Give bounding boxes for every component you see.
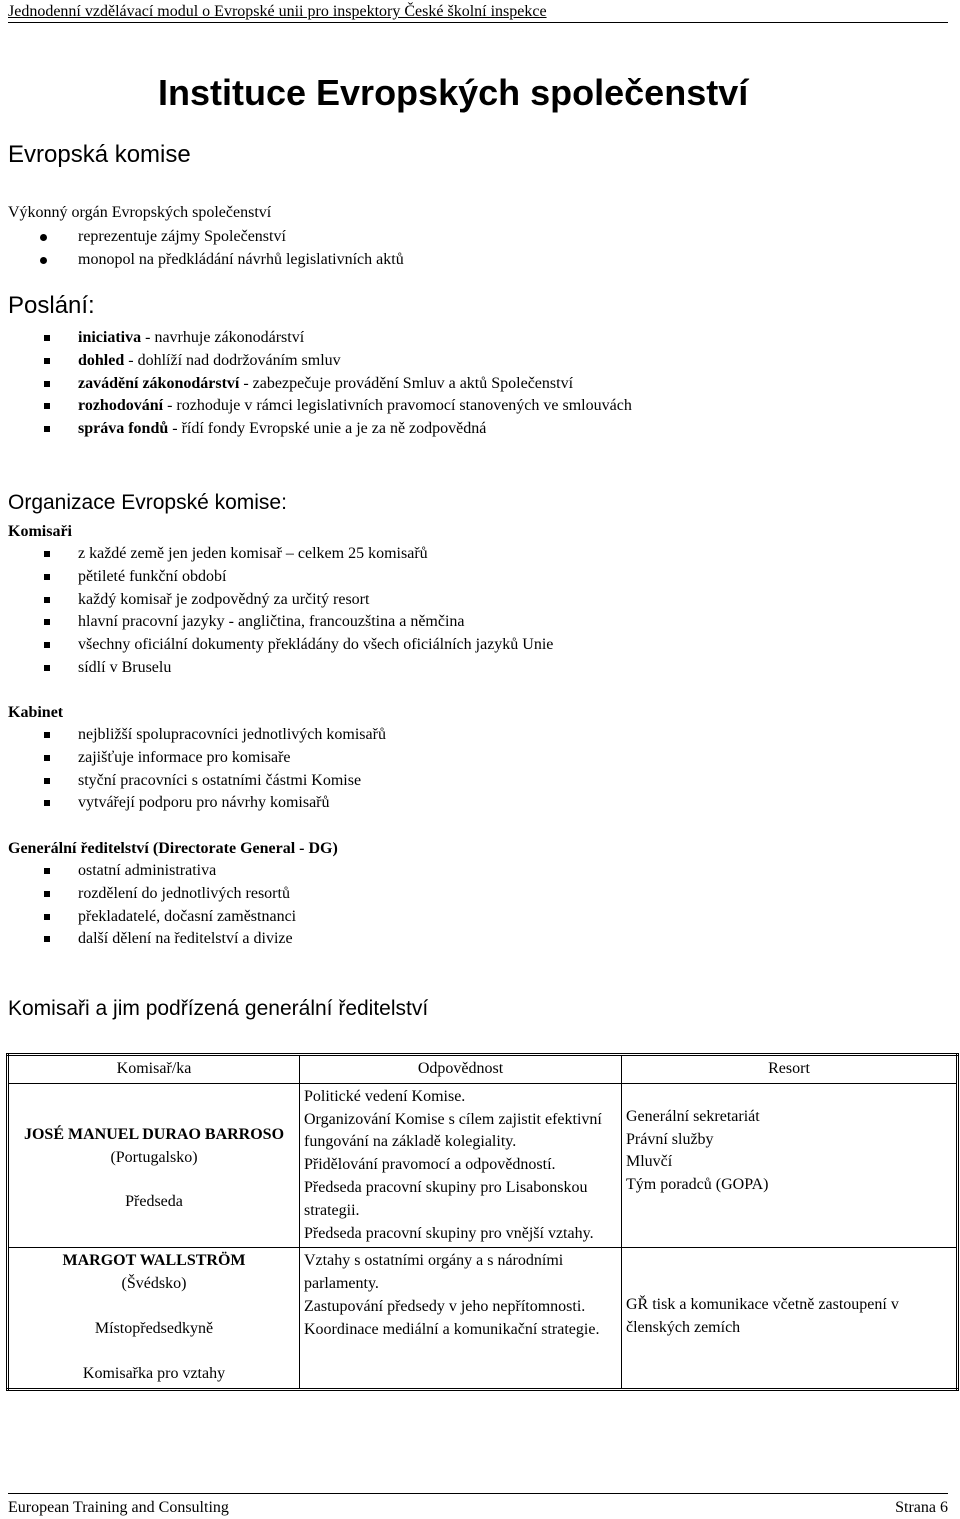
responsibility-cell: Vztahy s ostatními orgány a s národními parlamenty. Zastupování předsedy v jeho nepřítomnosti. Koordinace mediální a komunikační strategie. (300, 1248, 622, 1389)
list-item: iniciativa - navrhuje zákonodárství (8, 327, 632, 350)
commissioner-cell (8, 1083, 300, 1248)
list-item: pětileté funkční období (8, 566, 553, 589)
list-item: z každé země jen jeden komisař – celkem 25 komisařů (8, 543, 553, 566)
cabinet-label: Kabinet (8, 704, 64, 721)
page-title: Instituce Evropských společenství (158, 72, 749, 113)
commissioner-role: Místopředsedkyně (94, 1319, 214, 1337)
list-item: nejbližší spolupracovníci jednotlivých komisařů (8, 724, 386, 747)
list-item: styční pracovníci s ostatními částmi Komise (8, 770, 386, 793)
commissioner-country: (Portugalsko) (110, 1148, 198, 1166)
commissioners-label: Komisaři (8, 523, 72, 540)
list-item: ostatní administrativa (8, 860, 296, 883)
column-header: Resort (622, 1055, 958, 1084)
list-item: hlavní pracovní jazyky - angličtina, francouzština a němčina (8, 611, 553, 634)
section-heading-organization: Organizace Evropské komise: (8, 491, 287, 514)
table-header-row (8, 1055, 958, 1084)
footer-left: European Training and Consulting (8, 1499, 229, 1516)
page-header: Jednodenní vzdělávací modul o Evropské unii pro inspektory České školní inspekce (8, 2, 948, 23)
list-item: správa fondů - řídí fondy Evropské unie a je za ně zodpovědná (8, 418, 632, 441)
column-header: Komisař/ka (8, 1055, 300, 1084)
list-item: všechny oficiální dokumenty překládány do všech oficiálních jazyků Unie (8, 634, 553, 657)
table-row (8, 1083, 958, 1248)
list-item: reprezentuje zájmy Společenství (8, 226, 404, 249)
resort-cell: Generální sekretariát Právní služby Mluvčí Tým poradců (GOPA) (622, 1083, 958, 1248)
table-row (8, 1248, 958, 1389)
list-item: zavádění zákonodárství - zabezpečuje provádění Smluv a aktů Společenství (8, 373, 632, 396)
list-item: vytvářejí podporu pro návrhy komisařů (8, 792, 386, 815)
list-item: zajišťuje informace pro komisaře (8, 747, 386, 770)
commission-bullets (8, 226, 404, 272)
dg-label: Generální ředitelství (Directorate General - DG) (8, 840, 338, 857)
commissioner-name: MARGOT WALLSTRÖM (62, 1252, 246, 1270)
commission-intro: Výkonný orgán Evropských společenství (8, 204, 272, 221)
list-item: sídlí v Bruselu (8, 657, 553, 680)
list-item: překladatelé, dočasní zaměstnanci (8, 906, 296, 929)
footer-divider (8, 1493, 948, 1494)
section-heading-mission: Poslání: (8, 292, 95, 319)
mission-list (8, 327, 632, 441)
list-item: každý komisař je zodpovědný za určitý resort (8, 589, 553, 612)
responsibility-cell: Politické vedení Komise. Organizování Komise s cílem zajistit efektivní fungování na základě kolegiality. Přidělování pravomocí a odpovědností. Předseda pracovní skupiny pro Lisabonskou strategii. Předseda pracovní skupiny pro vnější vztahy. (300, 1083, 622, 1248)
list-item: rozdělení do jednotlivých resortů (8, 883, 296, 906)
commissioner-role: Předseda (125, 1193, 183, 1211)
section-heading-table: Komisaři a jim podřízená generální ředitelství (8, 997, 429, 1020)
cabinet-list (8, 724, 386, 815)
commissioner-country: (Švédsko) (121, 1275, 187, 1293)
commissioners-table (6, 1053, 959, 1391)
list-item: rozhodování - rozhoduje v rámci legislativních pravomocí stanovených ve smlouvách (8, 395, 632, 418)
commissioner-role: Komisařka pro vztahy (82, 1364, 226, 1382)
dg-list (8, 860, 296, 951)
commissioner-cell (8, 1248, 300, 1389)
resort-cell: GŘ tisk a komunikace včetně zastoupení v členských zemích (622, 1248, 958, 1389)
list-item: dohled - dohlíží nad dodržováním smluv (8, 350, 632, 373)
list-item: další dělení na ředitelství a divize (8, 928, 296, 951)
list-item: monopol na předkládání návrhů legislativních aktů (8, 249, 404, 272)
commissioner-name: JOSÉ MANUEL DURAO BARROSO (23, 1125, 285, 1143)
column-header: Odpovědnost (300, 1055, 622, 1084)
commissioners-list (8, 543, 553, 680)
page-number: Strana 6 (895, 1499, 948, 1516)
section-heading-commission: Evropská komise (8, 141, 191, 168)
